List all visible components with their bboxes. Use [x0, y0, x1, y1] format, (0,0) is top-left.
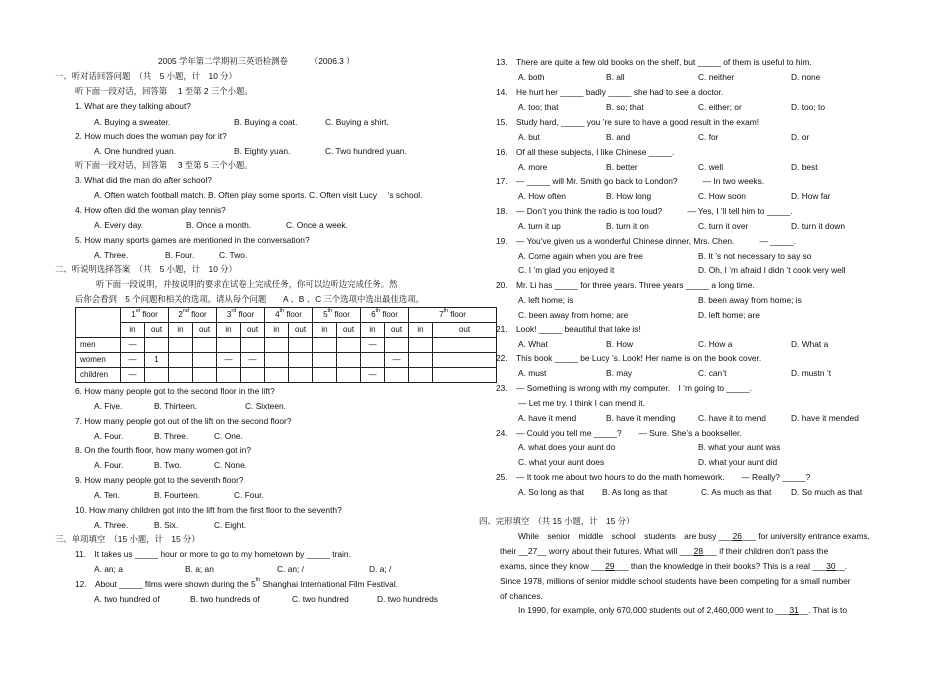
table-cell	[385, 368, 409, 383]
option-b: B. Buying a coat.	[234, 117, 298, 127]
option-b: B. It ’s not necessary to say so	[698, 251, 812, 261]
table-cell	[265, 353, 289, 368]
option-b: B. been away from home; is	[698, 295, 802, 305]
question-16: 16. Of all these subjects, I like Chinese _____.	[496, 147, 675, 157]
table-cell: —	[217, 353, 241, 368]
option-c: C. Once a week.	[286, 220, 348, 230]
option-c: C. Buying a shirt.	[325, 117, 389, 127]
table-cell	[241, 338, 265, 353]
table-cell	[385, 338, 409, 353]
table-cell	[337, 338, 361, 353]
question-14: 14. He hurt her _____ badly _____ she had to see a doctor.	[496, 87, 724, 97]
option-b: B. Three.	[154, 431, 189, 441]
option-a: A. an; a	[94, 564, 123, 574]
option-c: C. either; or	[698, 102, 742, 112]
out-header: out	[241, 323, 265, 338]
text-fragment: th	[443, 308, 449, 314]
blank-26: 26	[732, 531, 742, 541]
option-a: A. Four.	[94, 460, 124, 470]
in-header: in	[409, 323, 433, 338]
option-b: B. Four.	[165, 250, 195, 260]
lift-table	[75, 307, 497, 383]
cloze-line-2	[500, 547, 828, 555]
section-2-intro-2: 后你会看到 5 个问题和相关的选项。请从每个问题 A 、B 、C 三个选项中选出最佳选项。	[75, 294, 424, 304]
option-b: B. all	[606, 72, 625, 82]
table-cell	[217, 338, 241, 353]
table-cell	[433, 368, 497, 383]
option-c: C. turn it over	[698, 221, 749, 231]
option-c: C. Two.	[219, 250, 248, 260]
table-cell	[313, 353, 337, 368]
option-a: A. but	[518, 132, 540, 142]
question-13: 13. There are quite a few old books on the shelf, but _____ of them is useful to him.	[496, 57, 812, 67]
option-c: C. Four.	[234, 490, 264, 500]
question-7: 7. How many people got out of the lift on the second floor?	[75, 416, 292, 426]
question-10: 10. How many children got into the lift from the first floor to the seventh?	[75, 505, 342, 515]
row-label: women	[76, 353, 121, 368]
table-cell	[193, 368, 217, 383]
text-fragment: ___ than the knowledge in their books? This is a real ___	[614, 561, 827, 571]
text-fragment: rd	[231, 308, 237, 314]
table-cell	[433, 353, 497, 368]
text-fragment: ___ if their children don’t pass the	[702, 546, 829, 556]
option-c: C. How soon	[698, 191, 746, 201]
table-cell	[289, 353, 313, 368]
question-21: 21. Look! _____ beautiful that lake is!	[496, 324, 641, 334]
section-1-heading: 一、听对话回答问题 （共 5 小题，计 10 分）	[55, 71, 237, 81]
table-cell	[409, 368, 433, 383]
floor-header-5: 5th floor	[313, 308, 361, 323]
table-cell	[433, 338, 497, 353]
in-header: in	[217, 323, 241, 338]
option-d: D. two hundreds	[377, 594, 438, 604]
text-fragment: （2006.3 ）	[309, 56, 355, 66]
table-cell	[313, 368, 337, 383]
option-d: D. have it mended	[791, 413, 859, 423]
exam-title	[158, 57, 355, 65]
option-d: D. a; /	[369, 564, 392, 574]
text-fragment: __. That is to	[798, 605, 848, 615]
section-1-intro: 听下面一段对话，回答第 1 至第 2 三个小题。	[75, 86, 253, 96]
table-cell	[337, 368, 361, 383]
option-b: B. what your aunt was	[698, 442, 781, 452]
option-a: A. must	[518, 368, 547, 378]
option-c: C. None.	[214, 460, 248, 470]
table-cell	[337, 353, 361, 368]
blank-31: 31	[789, 605, 799, 615]
option-b: B. Eighty yuan.	[234, 146, 291, 156]
floor-header-7: 7th floor	[409, 308, 497, 323]
text-fragment: exams, since they know ___	[500, 561, 606, 571]
option-c: C. Sixteen.	[245, 401, 286, 411]
lift-table-floor-row	[76, 308, 497, 323]
option-d: D. left home; are	[698, 310, 760, 320]
table-cell	[193, 338, 217, 353]
table-cell	[145, 338, 169, 353]
in-header: in	[265, 323, 289, 338]
question-22: 22. This book _____ be Lucy ’s. Look! Her name is on the book cover.	[496, 353, 762, 363]
option-a: A. two hundred of	[94, 594, 160, 604]
question-18: 18. — Don’t you think the radio is too loud? — Yes, I ’ll tell him to _____.	[496, 206, 793, 216]
row-label: children	[76, 368, 121, 383]
out-header: out	[289, 323, 313, 338]
option-a: A. turn it up	[518, 221, 561, 231]
table-cell: —	[385, 353, 409, 368]
out-header: out	[145, 323, 169, 338]
table-cell: —	[121, 368, 145, 383]
option-a: A. Three.	[94, 250, 129, 260]
lift-table-inout-row	[76, 323, 497, 338]
table-cell: 1	[145, 353, 169, 368]
option-a: A. left home; is	[518, 295, 574, 305]
text-fragment: their __27__ worry about their futures. What will ___	[500, 546, 694, 556]
question-11: 11. It takes us _____ hour or more to go to my hometown by _____ train.	[75, 549, 351, 559]
blank-30: 30	[826, 561, 836, 571]
question-4: 4. How often did the woman play tennis?	[75, 205, 226, 215]
option-b: B. better	[606, 162, 638, 172]
option-b: B. have it mending	[606, 413, 676, 423]
section-2-intro: 听下面一段说明，并按说明的要求在试卷上完成任务，你可以边听边完成任务。然	[96, 279, 398, 289]
table-cell	[409, 353, 433, 368]
in-header: in	[121, 323, 145, 338]
text-fragment: Shanghai International Film Festival.	[260, 579, 399, 589]
option-a: A. Five.	[94, 401, 123, 411]
option-d: D. what your aunt did	[698, 457, 778, 467]
question-17: 17. — _____ will Mr. Smith go back to London? — In two weeks.	[496, 176, 765, 186]
option-a: A. too; that	[518, 102, 559, 112]
option-b: B. Fourteen.	[154, 490, 201, 500]
out-header: out	[433, 323, 497, 338]
option-d: D. So much as that	[791, 487, 863, 497]
option-c: C. well	[698, 162, 724, 172]
question-23-reply: — Let me try. I think I can mend it.	[518, 398, 645, 408]
text-fragment: 12. About _____ films were shown during the 5	[75, 579, 256, 589]
option-a: A. Four.	[94, 431, 124, 441]
option-a: A. both	[518, 72, 545, 82]
option-c: C. can’t	[698, 368, 727, 378]
question-20: 20. Mr. Li has _____ for three years. Three years _____ a long time.	[496, 280, 755, 290]
cloze-line-6	[518, 606, 847, 614]
option-a: A. what does your aunt do	[518, 442, 616, 452]
option-b: B. may	[606, 368, 633, 378]
table-cell	[289, 368, 313, 383]
question-12	[75, 577, 399, 589]
option-c: C. have it to mend	[698, 413, 766, 423]
table-cell	[409, 338, 433, 353]
text-fragment: ___ for university entrance exams,	[741, 531, 870, 541]
option-c: C. neither	[698, 72, 735, 82]
option-b: B. Six.	[154, 520, 179, 530]
option-c: C. an; /	[277, 564, 304, 574]
table-cell	[361, 353, 385, 368]
blank-28: 28	[693, 546, 703, 556]
cloze-line-1	[518, 532, 870, 540]
row-label: men	[76, 338, 121, 353]
question-19: 19. — You’ve given us a wonderful Chinese dinner, Mrs. Chen. — _____.	[496, 236, 796, 246]
text-fragment: th	[279, 308, 285, 314]
option-b: B. How long	[606, 191, 652, 201]
cloze-line-3	[500, 562, 847, 570]
lift-table-row-children	[76, 368, 497, 383]
table-cell	[313, 338, 337, 353]
section-1-intro-2: 听下面一段对话，回答第 3 至第 5 三个小题。	[75, 160, 253, 170]
out-header: out	[337, 323, 361, 338]
lift-table-row-men	[76, 338, 497, 353]
option-a: A. Come again when you are free	[518, 251, 643, 261]
option-d: D. mustn ’t	[791, 368, 832, 378]
option-c: C. two hundred	[292, 594, 349, 604]
option-c: C. Two hundred yuan.	[325, 146, 407, 156]
option-d: D. How far	[791, 191, 831, 201]
table-cell	[169, 338, 193, 353]
table-cell: —	[121, 353, 145, 368]
option-b: B. As long as that	[602, 487, 668, 497]
option-d: D. or	[791, 132, 810, 142]
question-2: 2. How much does the woman pay for it?	[75, 131, 227, 141]
lift-table-corner	[76, 308, 121, 338]
option-a: A. One hundred yuan.	[94, 146, 176, 156]
question-9: 9. How many people got to the seventh floor?	[75, 475, 244, 485]
text-fragment: 2005 学年第二学期初三英语检测卷	[158, 56, 288, 66]
option-d: D. Oh, I ’m afraid I didn ’t cook very well	[698, 265, 846, 275]
out-header: out	[385, 323, 409, 338]
table-cell	[289, 338, 313, 353]
question-15: 15. Study hard, _____ you ’re sure to have a good result in the exam!	[496, 117, 760, 127]
option-d: D. too; to	[791, 102, 825, 112]
option-a: A. Ten.	[94, 490, 120, 500]
cloze-line-5: of chances.	[500, 591, 543, 601]
in-header: in	[313, 323, 337, 338]
floor-header-3: 3rd floor	[217, 308, 265, 323]
option-b: B. two hundreds of	[190, 594, 260, 604]
text-fragment: st	[135, 308, 140, 314]
question-24: 24. — Could you tell me _____? — Sure. She’s a bookseller.	[496, 428, 742, 438]
blank-29: 29	[605, 561, 615, 571]
option-b: B. a; an	[185, 564, 214, 574]
table-cell: —	[241, 353, 265, 368]
option-d: D. best	[791, 162, 818, 172]
floor-header-1: 1st floor	[121, 308, 169, 323]
table-cell	[265, 338, 289, 353]
option-c: C. As much as that	[701, 487, 772, 497]
table-cell	[193, 353, 217, 368]
question-3-options: A. Often watch football match. B. Often play some sports. C. Often visit Lucy ’s school.	[94, 190, 423, 200]
table-cell: —	[121, 338, 145, 353]
text-fragment: th	[327, 308, 333, 314]
option-b: B. turn it on	[606, 221, 649, 231]
cloze-line-4: Since 1978, millions of senior middle school students have been competing for a small number	[500, 576, 851, 586]
option-b: B. Once a month.	[186, 220, 252, 230]
option-d: D. What a	[791, 339, 829, 349]
question-5: 5. How many sports games are mentioned in the conversation?	[75, 235, 310, 245]
text-fragment: th	[375, 308, 381, 314]
section-3-heading: 三、单项填空 （15 小题，计 15 分）	[55, 534, 200, 544]
option-b: B. How	[606, 339, 633, 349]
out-header: out	[193, 323, 217, 338]
question-3: 3. What did the man do after school?	[75, 175, 212, 185]
question-23: 23. — Something is wrong with my computer. I ’m going to _____.	[496, 383, 753, 393]
floor-header-4: 4th floor	[265, 308, 313, 323]
option-c: C. How a	[698, 339, 733, 349]
option-a: A. Buying a sweater.	[94, 117, 171, 127]
option-b: B. Thirteen.	[154, 401, 198, 411]
question-6: 6. How many people got to the second floor in the lift?	[75, 386, 275, 396]
table-cell	[145, 368, 169, 383]
option-c: C. been away from home; are	[518, 310, 629, 320]
in-header: in	[361, 323, 385, 338]
section-2-heading: 二、听说明选择答案 （共 5 小题，计 10 分）	[55, 264, 237, 274]
floor-header-2: 2nd floor	[169, 308, 217, 323]
option-a: A. What	[518, 339, 548, 349]
table-cell: —	[361, 368, 385, 383]
option-a: A. Every day.	[94, 220, 144, 230]
table-cell	[169, 368, 193, 383]
question-25: 25. — It took me about two hours to do the math homework. — Really? _____?	[496, 472, 811, 482]
text-fragment: th	[255, 577, 261, 583]
option-b: B. and	[606, 132, 631, 142]
option-a: A. So long as that	[518, 487, 585, 497]
table-cell	[265, 368, 289, 383]
question-8: 8. On the fourth floor, how many women got in?	[75, 445, 251, 455]
table-cell	[217, 368, 241, 383]
option-c: C. One.	[214, 431, 243, 441]
option-d: D. turn it down	[791, 221, 845, 231]
option-a: A. have it mend	[518, 413, 577, 423]
option-a: A. How often	[518, 191, 566, 201]
text-fragment: __.	[835, 561, 848, 571]
option-c: C. for	[698, 132, 719, 142]
table-cell	[241, 368, 265, 383]
option-a: A. more	[518, 162, 548, 172]
in-header: in	[169, 323, 193, 338]
option-d: D. none	[791, 72, 821, 82]
option-c: C. I ’m glad you enjoyed it	[518, 265, 615, 275]
question-1: 1. What are they talking about?	[75, 101, 191, 111]
text-fragment: While senior middle school students are busy ___	[518, 531, 733, 541]
section-4-heading: 四、完形填空 （共 15 小题，计 15 分）	[479, 516, 635, 526]
lift-table-row-women	[76, 353, 497, 368]
text-fragment: nd	[182, 308, 189, 314]
option-c: C. what your aunt does	[518, 457, 605, 467]
option-a: A. Three.	[94, 520, 129, 530]
table-cell: —	[361, 338, 385, 353]
option-b: B. so; that	[606, 102, 644, 112]
option-c: C. Eight.	[214, 520, 247, 530]
table-cell	[169, 353, 193, 368]
floor-header-6: 6th floor	[361, 308, 409, 323]
text-fragment: In 1990, for example, only 670,000 students out of 2,460,000 went to ___	[518, 605, 790, 615]
option-b: B. Two.	[154, 460, 182, 470]
